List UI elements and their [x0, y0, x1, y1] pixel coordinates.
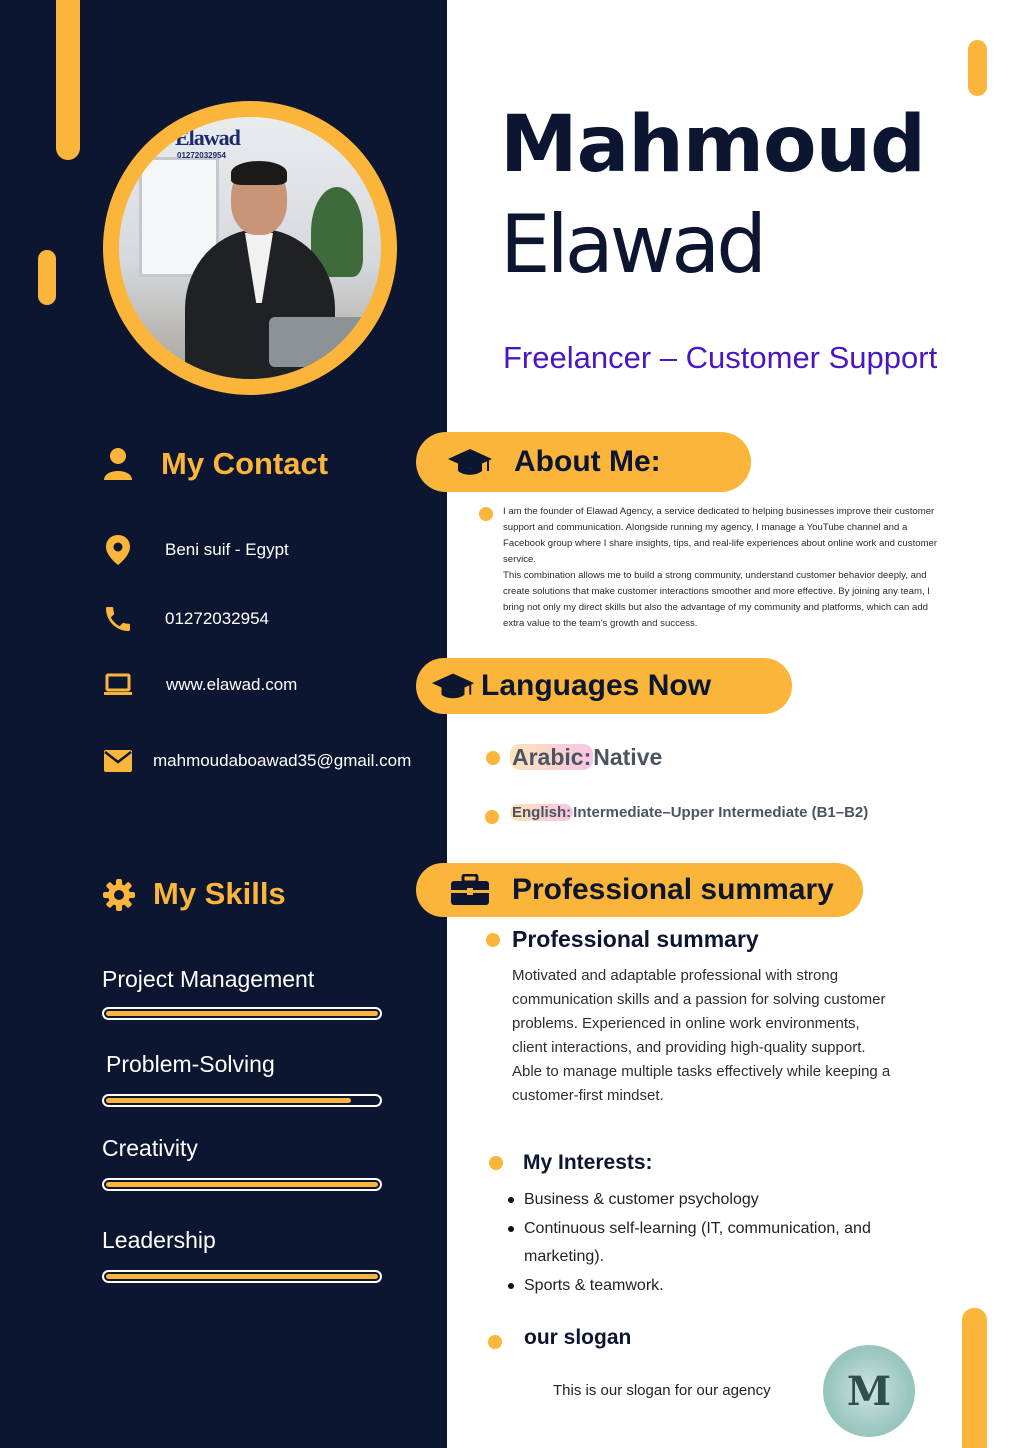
briefcase-icon [450, 874, 490, 906]
about-heading: About Me: [514, 445, 661, 478]
interest-item: Continuous self-learning (IT, communication, and marketing). [508, 1215, 908, 1271]
profile-photo-frame [103, 101, 397, 395]
skill-bar [102, 1007, 382, 1020]
skill-bar-fill [106, 1098, 351, 1103]
skill-name: Problem-Solving [106, 1051, 275, 1077]
contact-heading: My Contact [161, 446, 329, 481]
summary-subheading: Professional summary [512, 926, 759, 952]
photo-logo-text: Elawad [175, 125, 240, 150]
profile-photo [119, 117, 381, 379]
language-bullet [485, 810, 499, 824]
summary-text: Motivated and adaptable professional with strong communication skills and a passion for solving customer problems. Experienced in online work environments, client interactions, and providing high-quality support. Able to manage multiple tasks effectively while keeping a customer-first mindset. [512, 967, 891, 1104]
language-bullet [486, 751, 500, 765]
photo-hair [231, 161, 287, 185]
graduation-cap-icon [430, 671, 476, 701]
interest-item: Sports & teamwork. [508, 1272, 908, 1300]
accent-bar-left-small [38, 250, 56, 305]
accent-bar-top-left [56, 0, 80, 160]
summary-bullet [486, 933, 500, 947]
about-text: I am the founder of Elawad Agency, a service dedicated to helping businesses improve their customer support and communication. Alongside running my agency, I manage a YouTube channel and a Facebook group where I share insights, tips, and real-life experiences about online work and customer service. This combination allows me to build a strong community, understand customer behavior deeply, and create solutions that make customer interactions smoother and more effective. By joining any team, I bring not only my direct skills but also the advantage of my community and platforms, which can add extra value to the team’s growth and success. [503, 506, 938, 629]
about-bullet [479, 507, 493, 521]
stamp-monogram: M [846, 1367, 892, 1415]
skill-bar-fill [106, 1182, 378, 1187]
agency-stamp-logo [823, 1345, 915, 1437]
person-icon [102, 446, 134, 482]
language-arabic [510, 744, 662, 771]
first-name: Mahmoud [500, 100, 926, 190]
interests-bullet [489, 1156, 503, 1170]
interest-item: Business & customer psychology [508, 1186, 908, 1214]
slogan-bullet [488, 1335, 502, 1349]
skill-leadership [102, 1227, 384, 1254]
location-pin-icon [100, 532, 136, 568]
languages-heading-pill [416, 658, 792, 714]
skill-creativity [102, 1135, 384, 1162]
skills-heading: My Skills [153, 876, 286, 911]
gear-icon [102, 878, 136, 912]
slogan-heading: our slogan [524, 1326, 632, 1349]
accent-bar-bottom-right [962, 1308, 987, 1448]
skill-bar-fill [106, 1274, 378, 1279]
email-icon [100, 743, 136, 779]
about-heading-pill [416, 432, 751, 492]
interests-heading: My Interests: [523, 1151, 653, 1174]
photo-logo-phone: 01272032954 [177, 151, 226, 160]
skill-project-management [102, 966, 384, 993]
language-level: Intermediate–Upper Intermediate (B1–B2) [573, 804, 869, 821]
phone-text[interactable]: 01272032954 [165, 609, 270, 628]
contact-email [100, 743, 411, 779]
contact-website [100, 667, 297, 703]
slogan-text: This is our slogan for our agency [553, 1382, 771, 1399]
language-label: Arabic: [512, 744, 592, 770]
contact-phone [100, 601, 269, 637]
summary-heading: Professional summary [512, 873, 834, 906]
skill-bar [102, 1178, 382, 1191]
location-text: Beni suif - Egypt [165, 540, 289, 559]
email-text[interactable]: mahmoudaboawad35@gmail.com [153, 751, 412, 770]
language-level: Native [593, 744, 663, 770]
photo-laptop [269, 317, 379, 367]
skill-bar-fill [106, 1011, 378, 1016]
skill-bar [102, 1094, 382, 1107]
language-english [510, 802, 870, 824]
interests-list [508, 1186, 908, 1301]
skill-bar [102, 1270, 382, 1283]
last-name: Elawad [500, 198, 764, 291]
website-text[interactable]: www.elawad.com [166, 675, 298, 694]
summary-heading-pill [416, 863, 863, 917]
job-title: Freelancer – Customer Support [503, 340, 938, 375]
skill-problem-solving [102, 1051, 384, 1078]
laptop-icon [100, 667, 136, 703]
accent-bar-top-right [968, 40, 987, 96]
contact-location [100, 532, 289, 568]
skill-name: Creativity [102, 1135, 198, 1161]
language-label: English: [512, 804, 572, 821]
skill-name: Project Management [102, 966, 315, 992]
skill-name: Leadership [102, 1227, 216, 1253]
graduation-cap-icon [446, 447, 494, 477]
phone-icon [100, 601, 136, 637]
languages-heading: Languages Now [481, 669, 712, 702]
